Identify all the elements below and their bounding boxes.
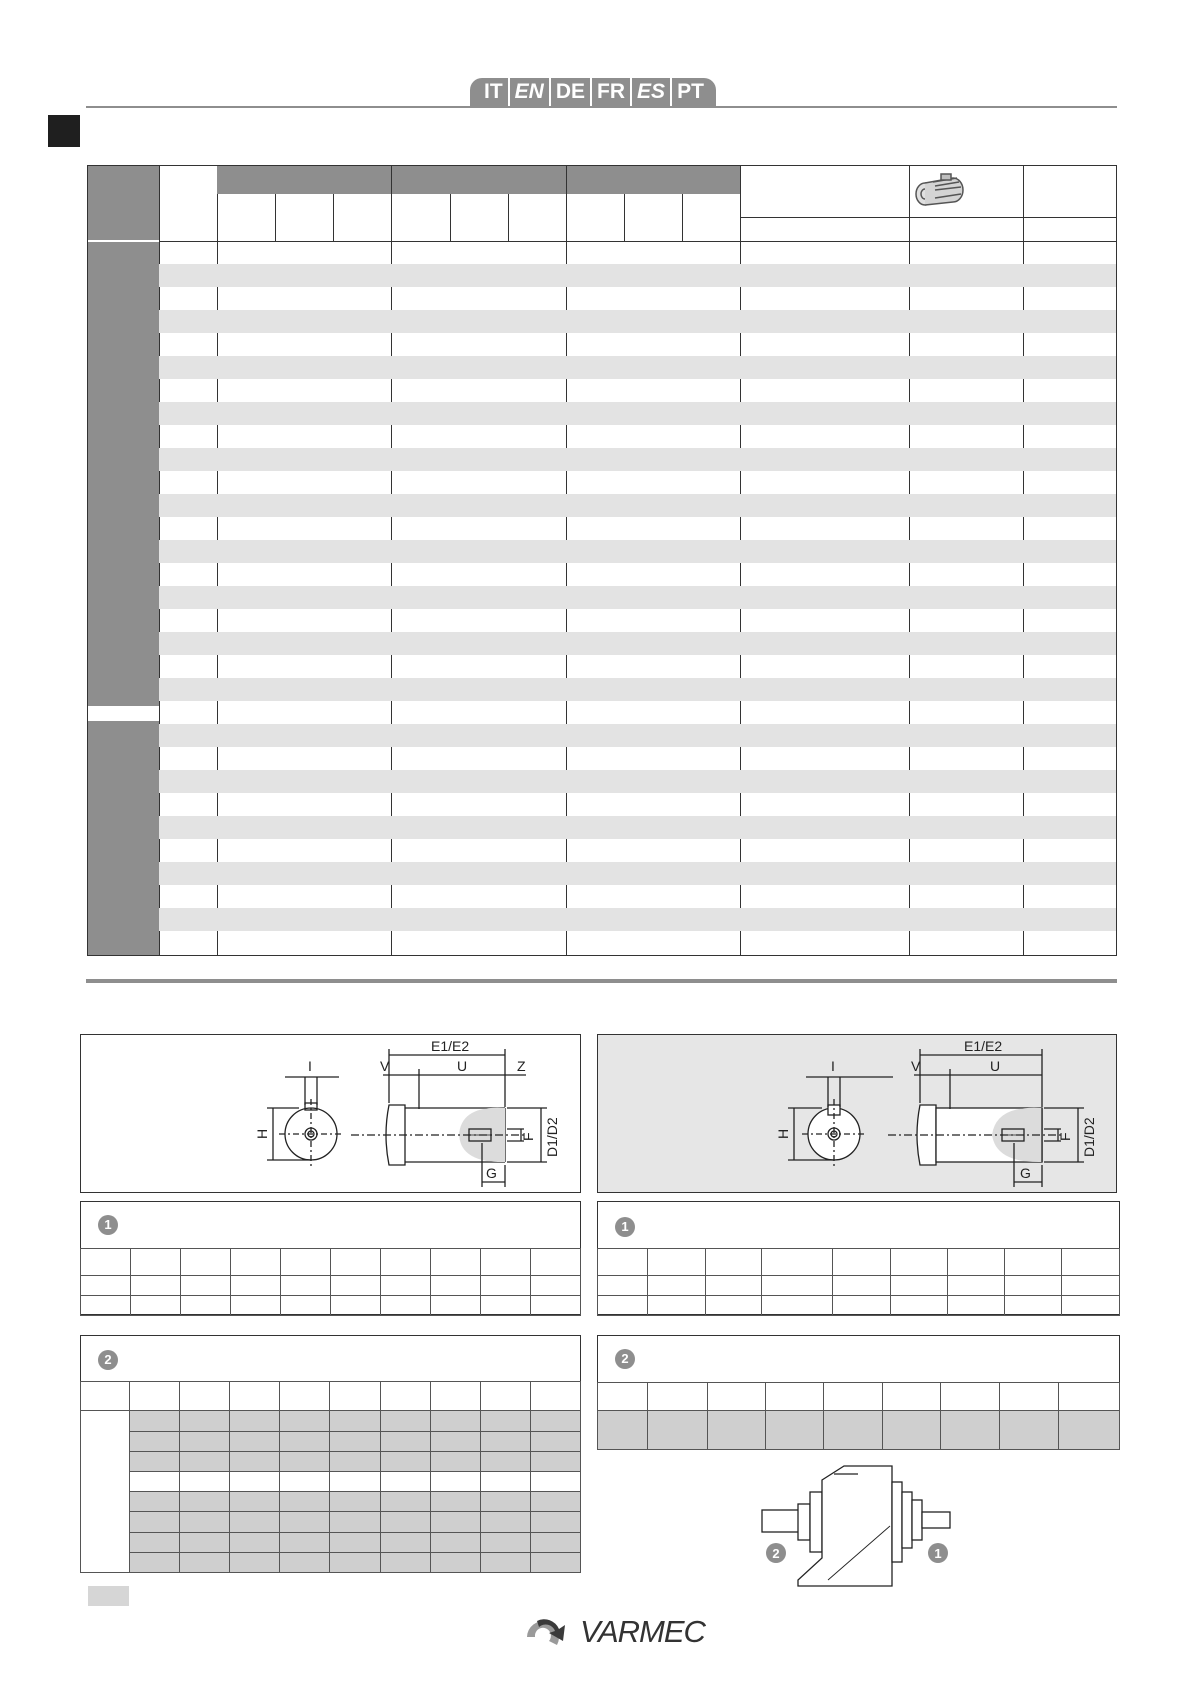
subcolumn-line	[508, 194, 509, 241]
row-group-2	[88, 721, 159, 955]
dim-label-e: E1/E2	[964, 1038, 1003, 1054]
lang-tab-de[interactable]: DE	[551, 78, 590, 106]
subcolumn-line	[682, 194, 683, 241]
dim-label-e: E1/E2	[431, 1038, 470, 1054]
dim-label-f: F	[520, 1132, 536, 1141]
main-data-table	[87, 165, 1117, 956]
shaft-table-right-1	[597, 1201, 1120, 1315]
table-row	[159, 540, 1116, 563]
gearbox-illustration	[758, 1462, 958, 1602]
grid-right-1	[597, 1248, 1120, 1316]
badge-1: 1	[615, 1217, 635, 1237]
subcolumn-line	[450, 194, 451, 241]
dim-label-i: I	[831, 1058, 835, 1074]
table-row	[81, 1411, 581, 1431]
dim-label-v: V	[911, 1058, 921, 1074]
dim-label-d: D1/D2	[544, 1117, 560, 1157]
table-row	[159, 747, 1116, 770]
table-row	[159, 609, 1116, 632]
dim-label-f: F	[1057, 1132, 1073, 1141]
col-group-header-1	[217, 166, 391, 194]
table-row	[159, 632, 1116, 655]
table-row	[159, 494, 1116, 517]
dim-label-z: Z	[517, 1058, 526, 1074]
brand-name: VARMEC	[580, 1614, 705, 1649]
table-row	[81, 1382, 581, 1411]
header-divider	[86, 106, 1117, 108]
dim-label-i: I	[308, 1058, 312, 1074]
dim-label-g: G	[1020, 1165, 1031, 1181]
table-row	[81, 1552, 581, 1572]
table-row	[159, 333, 1116, 356]
dim-label-d: D1/D2	[1081, 1117, 1097, 1157]
grid-left-1	[80, 1248, 581, 1316]
table-row	[159, 517, 1116, 540]
table-row	[81, 1532, 581, 1552]
dim-label-v: V	[380, 1058, 390, 1074]
lang-tab-pt[interactable]: PT	[672, 78, 716, 106]
badge-2: 2	[98, 1350, 118, 1370]
table-row	[81, 1431, 581, 1451]
table-row	[159, 816, 1116, 839]
header-separator	[217, 194, 740, 195]
subcolumn-line	[624, 194, 625, 241]
row-group-1	[88, 242, 159, 706]
table-row	[81, 1471, 581, 1491]
col-group-header-3	[567, 166, 740, 194]
table-row	[81, 1492, 581, 1512]
motor-subheader-line	[740, 217, 1116, 218]
table-row	[159, 885, 1116, 908]
table-row	[81, 1512, 581, 1532]
table-row	[159, 448, 1116, 471]
table-row	[159, 287, 1116, 310]
table-row	[81, 1451, 581, 1471]
table-row	[159, 839, 1116, 862]
subcolumn-line	[333, 194, 334, 241]
table-row	[159, 678, 1116, 701]
shaft-drawing-left	[80, 1034, 581, 1193]
shaft-table-left-1	[80, 1201, 581, 1315]
lang-tab-en[interactable]: EN	[510, 78, 549, 106]
shaft-table-left-2	[80, 1335, 581, 1573]
dim-label-g: G	[486, 1165, 497, 1181]
lang-tab-fr[interactable]: FR	[592, 78, 630, 106]
badge-1: 1	[98, 1215, 118, 1235]
table-row	[159, 310, 1116, 333]
table-row	[159, 356, 1116, 379]
lang-tab-it[interactable]: IT	[470, 78, 508, 106]
table-row	[159, 563, 1116, 586]
language-tabs	[470, 78, 716, 106]
table-row	[159, 471, 1116, 494]
dim-label-h: H	[254, 1128, 270, 1139]
grid-right-2	[597, 1382, 1120, 1450]
row-group-header	[88, 166, 159, 240]
table-row	[159, 425, 1116, 448]
dim-label-h: H	[775, 1128, 791, 1139]
legend-swatch	[88, 1586, 129, 1606]
table-row	[159, 908, 1116, 931]
shaft-diagram-left	[81, 1035, 582, 1194]
dim-label-u: U	[990, 1058, 1001, 1074]
table-row	[159, 701, 1116, 724]
shaft-diagram-right	[598, 1035, 1118, 1194]
table-row	[159, 586, 1116, 609]
table-row	[159, 241, 1116, 264]
badge-2: 2	[615, 1349, 635, 1369]
shaft-table-right-2	[597, 1335, 1120, 1449]
table-row	[159, 264, 1116, 287]
table-row	[159, 379, 1116, 402]
subcolumn-line	[275, 194, 276, 241]
grid-left-2	[80, 1381, 581, 1573]
table-bottom-divider	[86, 979, 1117, 983]
electric-motor-icon	[913, 172, 969, 212]
table-row	[159, 862, 1116, 885]
table-row	[159, 655, 1116, 678]
section-marker	[48, 115, 80, 147]
table-row	[159, 770, 1116, 793]
gearbox-badge-1: 1	[934, 1546, 942, 1561]
dim-label-u: U	[457, 1058, 468, 1074]
table-row	[159, 402, 1116, 425]
table-row	[159, 793, 1116, 816]
table-row	[159, 724, 1116, 747]
gearbox-badge-2: 2	[772, 1546, 780, 1561]
shaft-drawing-right	[597, 1034, 1117, 1193]
col-group-header-2	[392, 166, 566, 194]
lang-tab-es[interactable]: ES	[632, 78, 670, 106]
